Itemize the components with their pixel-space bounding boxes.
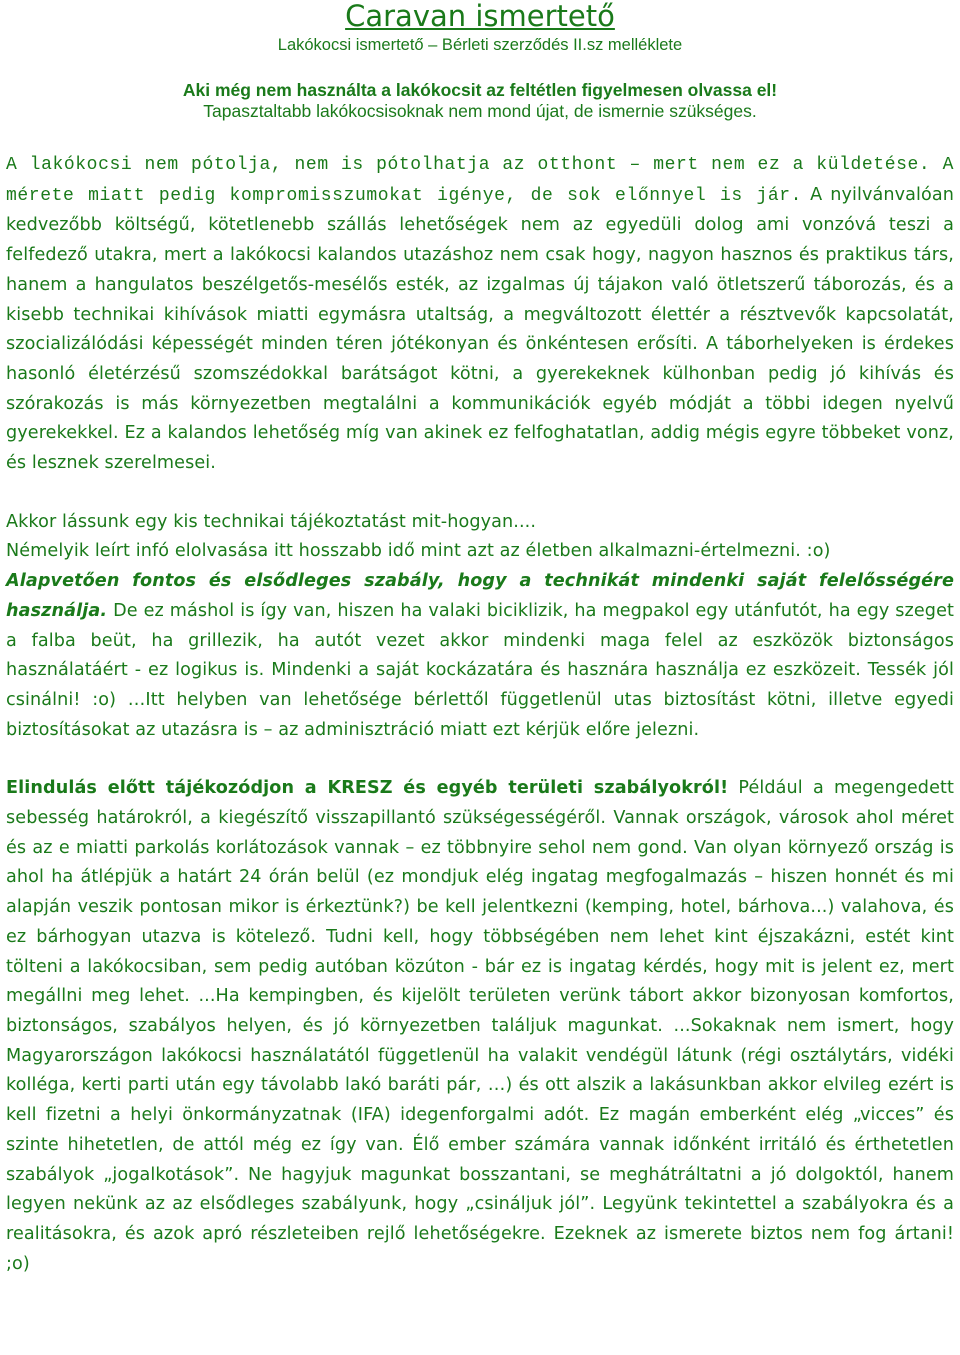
technical-intro-line-1: Akkor lássunk egy kis technikai tájékoztatást mit-hogyan.... (6, 511, 537, 532)
technical-intro-line-2: Némelyik leírt infó elolvasása itt hosszabb idő mint azt az életben alkalmazni-értelmezni. :o) (6, 541, 831, 562)
page-subtitle: Lakókocsi ismertető – Bérleti szerződés II.sz melléklete (277, 36, 683, 54)
traffic-rules-heading: Elindulás előtt tájékozódjon a KRESZ és egyéb területi szabályokról! (6, 778, 729, 799)
intro-note: Tapasztaltabb lakókocsisoknak nem mond újat, de ismernie szükséges. (203, 101, 757, 121)
paragraph-technical-intro (6, 508, 954, 746)
paragraph-introduction-lead: A lakókocsi nem pótolja, nem is pótolhatja az otthont – mert nem ez a küldetése. A mérete miatt pedig kompromisszumokat igénye, de sok előnnyel is jár. (6, 155, 954, 206)
paragraph-traffic-rules (6, 774, 954, 1279)
page-title: Caravan ismertető (345, 0, 615, 33)
paragraph-introduction (6, 150, 954, 479)
spacer (6, 122, 954, 150)
responsibility-rule: Alapvetően fontos és elsődleges szabály, hogy a technikát mindenki saját felelősségére használja. (6, 571, 954, 621)
paragraph-introduction-text: A nyilvánvalóan kedvezőbb költségű, kötetlenebb szállás lehetőségek nem az egyedüli dolog ami vonzóvá teszi a felfedező utakra, mert a lakókocsi kalandos utazáshoz nem csak hogy, nagyon hasznos és praktikus társ, hanem a hangulatos beszélgetős-mesélős esték, az izgalmas új tájakon való ötletszerű táborozás, és a kisebb technikai kihívások miatti egymásra utaltság, a megváltozott élettér a résztvevők kapcsolatát, szocializálódási képességét minden téren jótékonyan és önkéntesen erősíti. A táborhelyeken is érdekes hasonló életérzésű szomszédokkal barátságot kötni, a gyerekeknek külhonban pedig jó kihívás és szórakozás is más környezetben megtalálni a kommunikációk egyéb módját a többi idegen nyelvű gyerekekkel. Ez a kalandos lehetőség míg van akinek ez felfoghatatlan, addig mégis egyre többeket vonz, és lesznek szerelmesei. (6, 184, 954, 474)
spacer (6, 745, 954, 774)
intro-warning: Aki még nem használta a lakókocsit az feltétlen figyelmesen olvassa el! (182, 80, 778, 100)
traffic-rules-text: Például a megengedett sebesség határokról, a kiegészítő visszapillantó szükségességéről. Vannak országok, városok ahol méret és az e miatti parkolás korlátozások vannak – ez többnyire sehol nem gond. Van olyan környező ország is ahol ha átlépjük a határt 24 órán belül (ez mondjuk elég ingatag megfogalmazás – hiszen honnét és mi alapján veszik pontosan mikor is érkeztünk?) be kell jelentkezni (kemping, hotel, bárhova...) valahova, és ez bárhogyan utazva is kötelező. Tudni kell, hogy többségében nem lehet kint éjszakázni, estét kint tölteni a lakókocsiban, sem pedig autóban közúton - bár ez is ingatag kérdés, hogy mit is jelent ez, mert megállni meg lehet. ...Ha kempingben, és kijelölt területen verünk tábort akkor bizonyosan komfortos, biztonságos, szabályos helyen, és jó környezetben találjuk magunkat. ...Sokaknak nem ismert, hogy Magyarországon lakókocsi használatától függetlenül ha valakit vendégül látunk (régi osztálytárs, vidéki kolléga, kerti parti után egy távolabb lakó baráti pár, …) és ott alszik a lakásunkban akkor elvileg ezért is kell fizetni a helyi önkormányzatnak (IFA) idegenforgalmi adót. Ez magán emberként elég „vicces” és szinte hihetetlen, de attól még ez így van. Élő ember számára vannak időnként irritáló és érthetetlen szabályok „jogalkotások”. Ne hagyjuk magunkat bosszantani, se meghátráltatni a jó dolgoktól, hanem legyen nekünk az az elsődleges szabályunk, hogy „csináljuk jól”. Legyünk tekintettel a szabályokra és a realitásokra, és azok apró részleteiben rejlő lehetőségekre. Ezeknek az ismerete biztos nem fog ártani! ;o) (6, 778, 954, 1274)
spacer (6, 479, 954, 508)
responsibility-text: De ez máshol is így van, hiszen ha valaki biciklizik, ha megpakol egy utánfutót, ha egy szeget a falba beüt, ha grillezik, ha autót vezet akkor mindenki maga felel az eszközök biztonságos használatáért - ez logikus is. Mindenki a saját kockázatára és hasznára használja ez eszközeit. Tessék jól csinálni! :o) …Itt helyben van lehetősége bérlettől függetlenül utas biztosítást kötni, illetve egyedi biztosításokat az utazásra is – az adminisztráció miatt ezt kérjük előre jelezni. (6, 600, 954, 740)
